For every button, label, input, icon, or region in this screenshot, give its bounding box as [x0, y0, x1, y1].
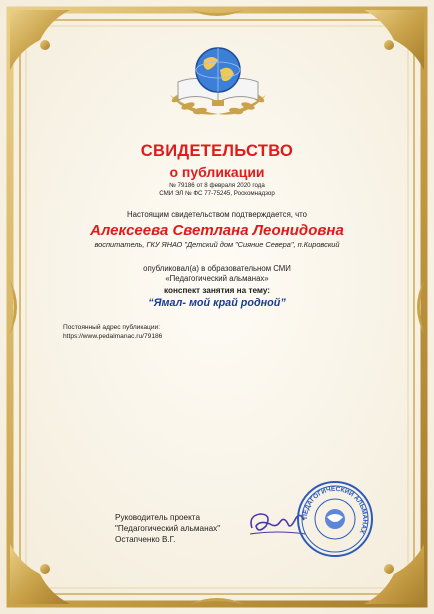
registration-number: № 79186 от 8 февраля 2020 года — [169, 182, 265, 189]
confirmation-text: Настоящим свидетельством подтверждается, что — [126, 210, 308, 219]
media-name: «Педагогический альманах» — [165, 274, 269, 283]
topic-label: конспект занятия на тему: — [163, 286, 271, 295]
media-registration: СМИ ЭЛ № ФС 77-75245, Роскомнадзор — [159, 190, 275, 197]
registration-info — [0, 182, 434, 198]
publication-topic: “Ямал- мой край родной” — [148, 297, 286, 309]
publication-info — [0, 264, 434, 284]
signer-block — [115, 512, 220, 545]
signer-project: "Педагогический альманах" — [115, 524, 221, 533]
signer-name: Остапченко В.Г. — [115, 535, 176, 544]
stamp-text: ПЕДАГОГИЧЕСКИЙ АЛЬМАНАХ — [301, 485, 369, 535]
recipient-position: воспитатель, ГКУ ЯНАО "Детский дом "Сияние Севера", п.Кировский — [94, 240, 340, 249]
certificate-subtitle: о публикации — [169, 164, 265, 180]
certificate-title: СВИДЕТЕЛЬСТВО — [140, 142, 294, 160]
signer-role: Руководитель проекта — [115, 513, 201, 522]
published-in-text: опубликовал(а) в образовательном СМИ — [143, 264, 291, 273]
publication-address — [63, 323, 162, 341]
recipient-name: Алексеева Светлана Леонидовна — [90, 222, 344, 239]
address-link[interactable]: https://www.pedalmanac.ru/79186 — [63, 333, 163, 340]
round-stamp-icon — [296, 480, 374, 558]
address-label: Постоянный адрес публикации: — [63, 324, 161, 331]
